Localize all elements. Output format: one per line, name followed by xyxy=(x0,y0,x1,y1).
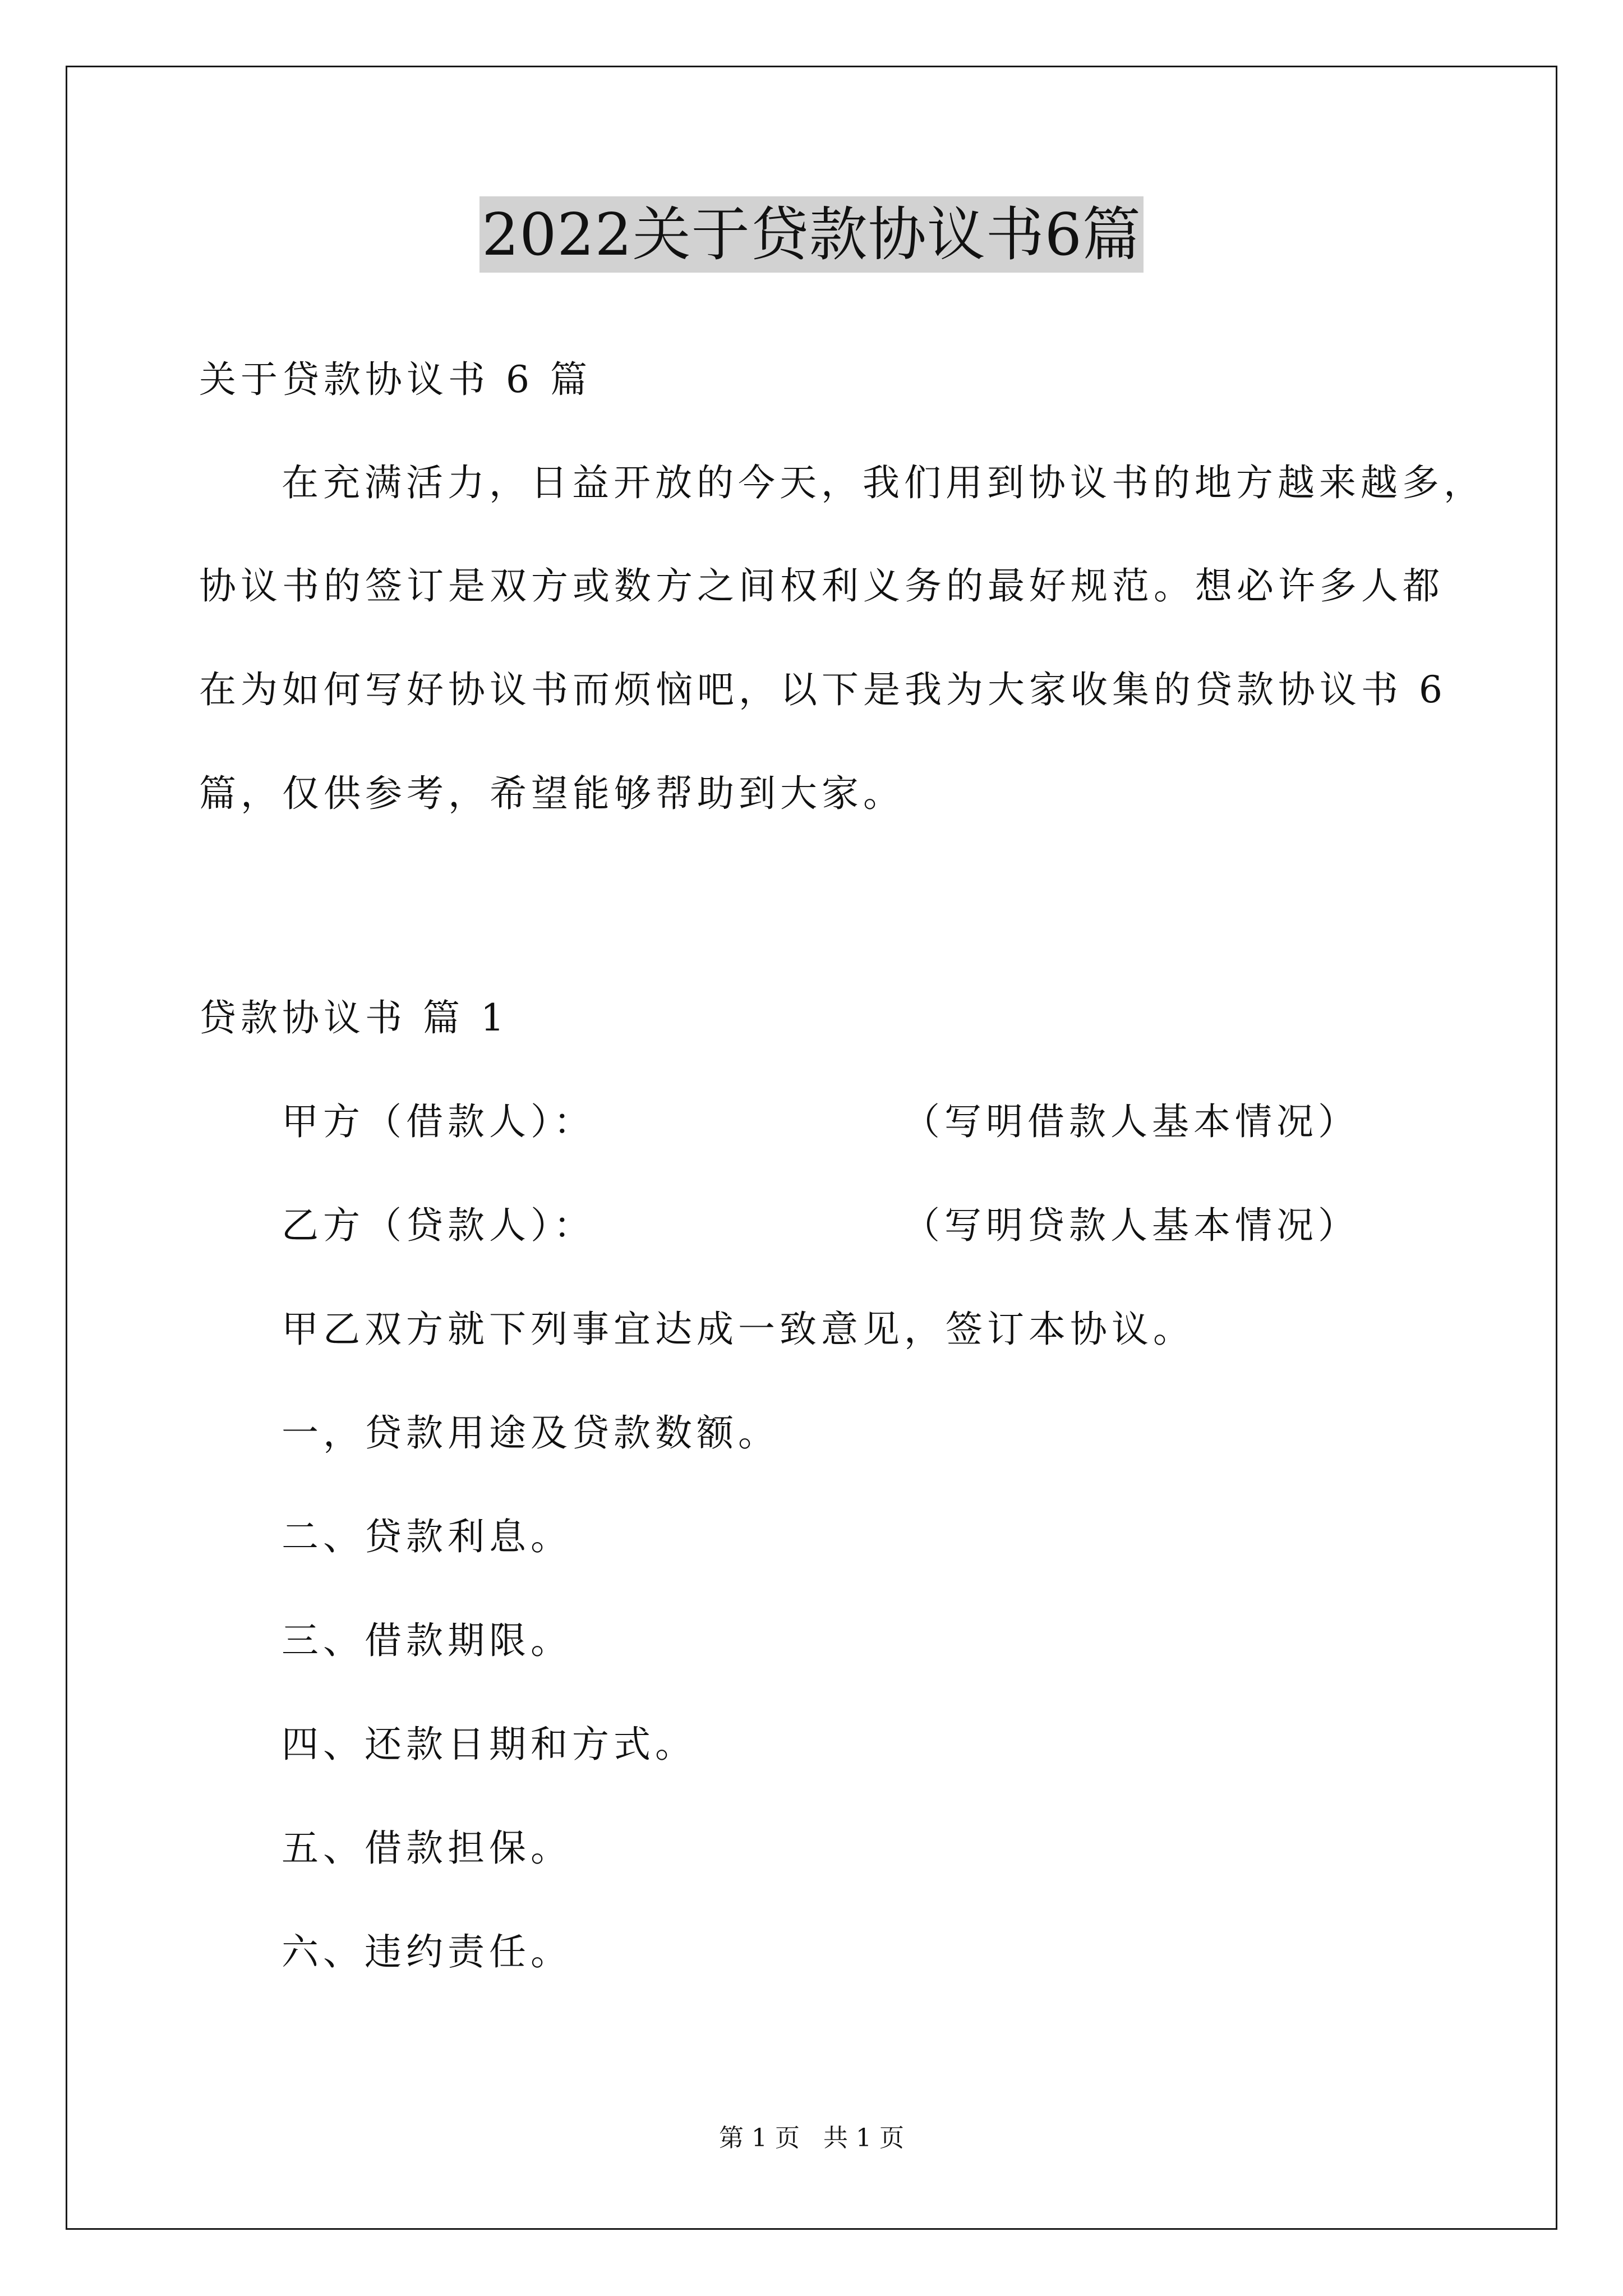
section-heading: 贷款协议书 篇 1 xyxy=(199,996,509,1039)
party-b-note: （写明贷款人基本情况） xyxy=(903,1204,1359,1247)
document-subtitle: 关于贷款协议书 6 篇 xyxy=(199,358,592,401)
party-a-label: 甲方（借款人）： xyxy=(282,1100,595,1143)
clause-4: 四、还款日期和方式。 xyxy=(282,1723,697,1766)
clause-3: 三、借款期限。 xyxy=(282,1619,572,1662)
clause-6: 六、违约责任。 xyxy=(282,1930,572,1973)
party-a-note: （写明借款人基本情况） xyxy=(903,1100,1359,1143)
document-title: 2022关于贷款协议书6篇 xyxy=(479,196,1144,273)
title-container xyxy=(0,196,1623,273)
intro-line-2: 协议书的签订是双方或数方之间权利义务的最好规范。想必许多人都 xyxy=(199,564,1444,608)
clause-1: 一，贷款用途及贷款数额。 xyxy=(282,1411,780,1455)
intro-line-1: 在充满活力，日益开放的今天，我们用到协议书的地方越来越多， xyxy=(282,461,1485,504)
intro-line-4: 篇，仅供参考，希望能够帮助到大家。 xyxy=(199,772,905,815)
page-footer: 第 1 页 共 1 页 xyxy=(719,2124,904,2152)
agreement-line: 甲乙双方就下列事宜达成一致意见，签订本协议。 xyxy=(282,1308,1195,1351)
intro-line-3: 在为如何写好协议书而烦恼吧，以下是我为大家收集的贷款协议书 6 xyxy=(199,668,1447,711)
clause-5: 五、借款担保。 xyxy=(282,1826,572,1870)
party-b-label: 乙方（贷款人）： xyxy=(282,1204,595,1247)
clause-2: 二、贷款利息。 xyxy=(282,1515,572,1558)
